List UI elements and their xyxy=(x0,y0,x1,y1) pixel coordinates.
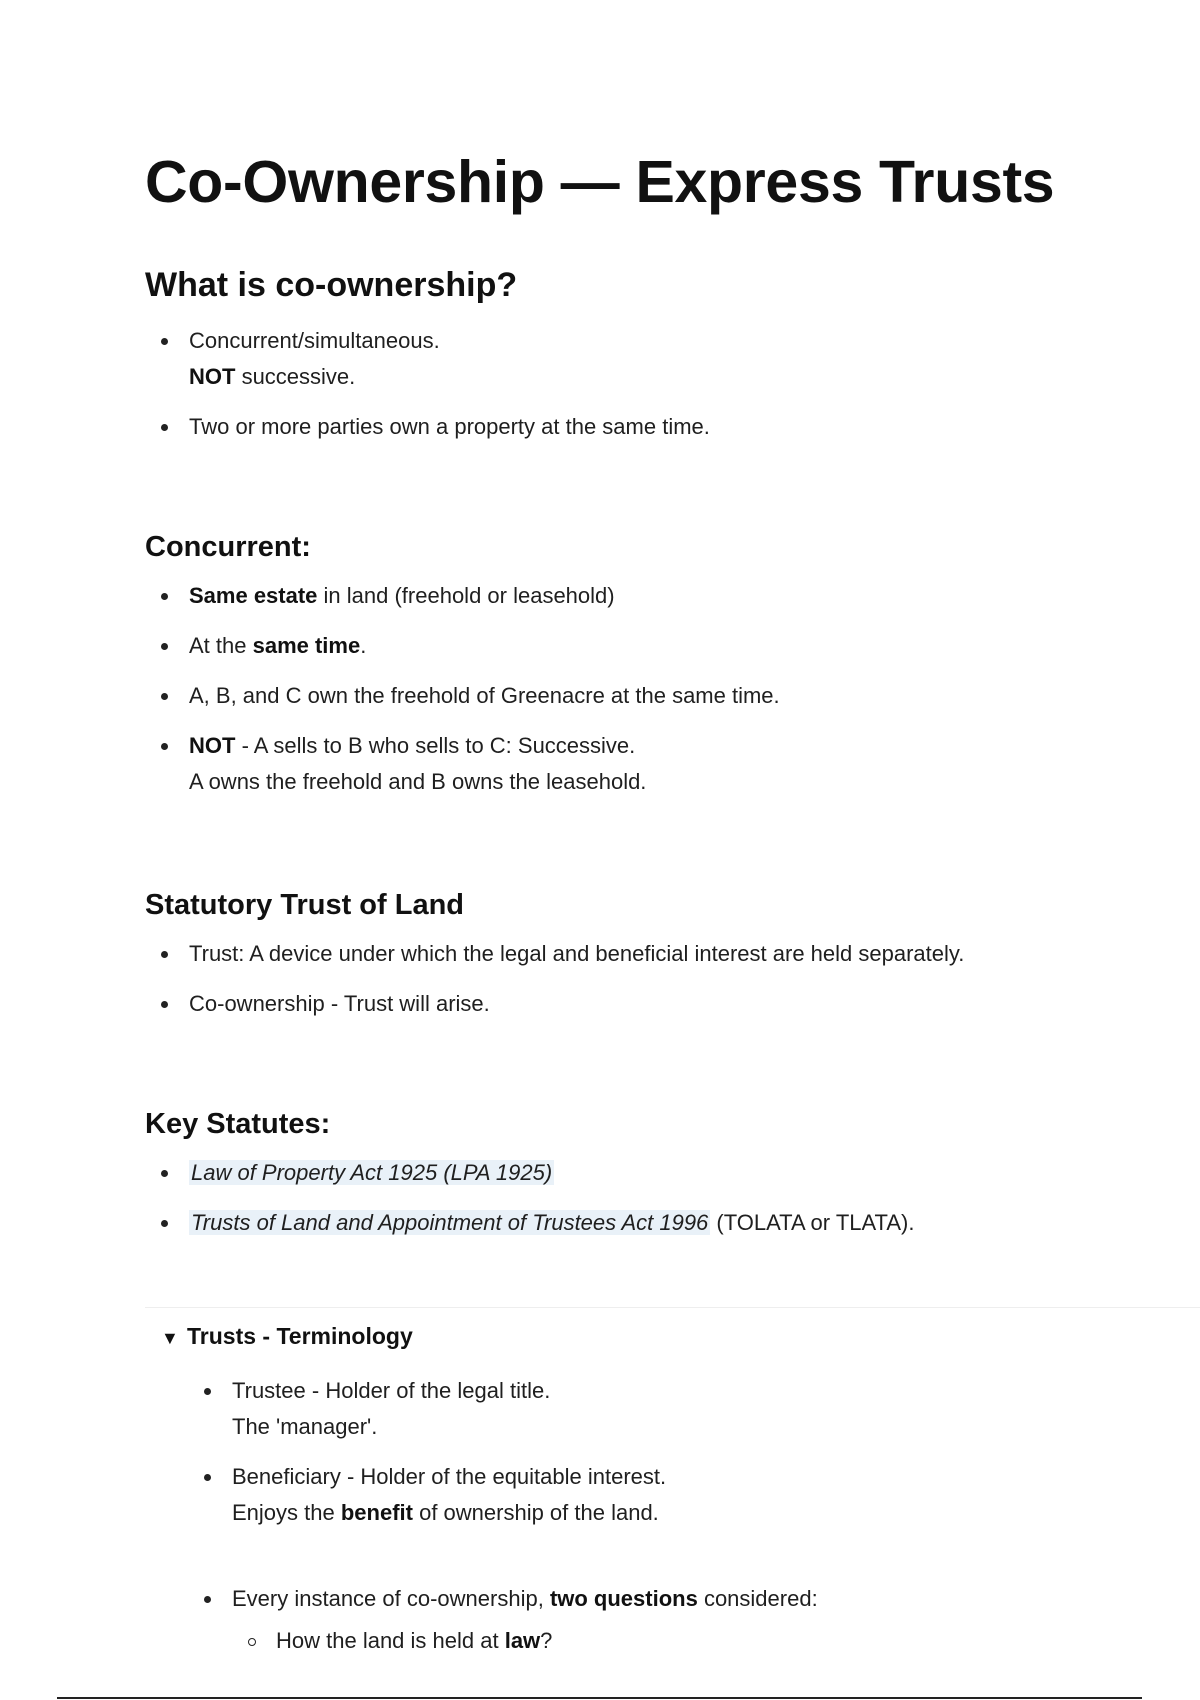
text: Every instance of co-ownership, xyxy=(232,1586,550,1611)
text: of ownership of the land. xyxy=(412,1500,659,1525)
bold-text: two questions xyxy=(549,1586,698,1611)
list-item xyxy=(145,936,964,972)
list-item xyxy=(145,578,780,614)
text: How the land is held at xyxy=(276,1628,505,1653)
heading-what-is-co-ownership: What is co-ownership? xyxy=(145,266,518,304)
toggle-trusts-terminology[interactable] xyxy=(161,1323,413,1350)
heading-statutory-trust: Statutory Trust of Land xyxy=(145,889,464,921)
text: Enjoys the xyxy=(232,1500,341,1525)
list-item xyxy=(145,986,964,1022)
page-bottom-border xyxy=(57,1697,1142,1699)
text: - A sells to B who sells to C: Successive. xyxy=(235,733,636,758)
text: successive. xyxy=(235,364,356,389)
text: (TOLATA or TLATA). xyxy=(710,1210,915,1235)
bold-text: law xyxy=(504,1628,541,1653)
page-title: Co-Ownership — Express Trusts xyxy=(145,149,1055,215)
list-item xyxy=(145,678,780,714)
bold-text: NOT xyxy=(189,733,236,758)
triangle-down-icon[interactable]: ▼ xyxy=(161,1328,179,1348)
list-what-is-co-ownership xyxy=(145,323,710,459)
bold-text: Same estate xyxy=(189,583,318,608)
text: Beneficiary - Holder of the equitable interest. xyxy=(232,1464,667,1489)
text: Trust: A device under which the legal and beneficial interest are held separately. xyxy=(189,941,965,966)
heading-concurrent: Concurrent: xyxy=(145,531,311,563)
text: Co-ownership - Trust will arise. xyxy=(189,991,490,1016)
text: considered: xyxy=(697,1586,818,1611)
text: in land (freehold or leasehold) xyxy=(317,583,615,608)
bold-text: same time xyxy=(252,633,361,658)
text: ? xyxy=(540,1628,553,1653)
text: At the xyxy=(189,633,253,658)
text: A owns the freehold and B owns the leasehold. xyxy=(189,769,647,794)
divider xyxy=(145,1307,1200,1308)
list-item xyxy=(145,1205,914,1241)
list-item xyxy=(145,728,780,800)
heading-key-statutes: Key Statutes: xyxy=(145,1108,331,1140)
text: A, B, and C own the freehold of Greenacre at the same time. xyxy=(189,683,780,708)
list-trusts-terminology xyxy=(188,1373,818,1667)
text: Two or more parties own a property at the same time. xyxy=(189,414,710,439)
list-item xyxy=(145,628,780,664)
text: Trustee - Holder of the legal title. xyxy=(232,1378,551,1403)
list-statutory-trust xyxy=(145,936,964,1036)
list-item xyxy=(188,1459,818,1531)
list-item xyxy=(145,409,710,445)
sublist-two-questions xyxy=(232,1623,818,1659)
bold-text: benefit xyxy=(340,1500,413,1525)
list-item xyxy=(145,1155,914,1191)
list-item xyxy=(145,323,710,395)
statute-reference: Trusts of Land and Appointment of Trustees Act 1996 xyxy=(191,1210,709,1235)
list-item xyxy=(188,1581,818,1653)
list-item xyxy=(188,1373,818,1445)
bold-text: NOT xyxy=(189,364,236,389)
list-concurrent xyxy=(145,578,780,814)
list-key-statutes xyxy=(145,1155,914,1255)
text: . xyxy=(360,633,367,658)
list-item xyxy=(232,1623,818,1659)
toggle-label: Trusts - Terminology xyxy=(187,1323,413,1349)
text: The 'manager'. xyxy=(232,1414,378,1439)
text: Concurrent/simultaneous. xyxy=(189,328,440,353)
statute-reference: Law of Property Act 1925 (LPA 1925) xyxy=(191,1160,553,1185)
